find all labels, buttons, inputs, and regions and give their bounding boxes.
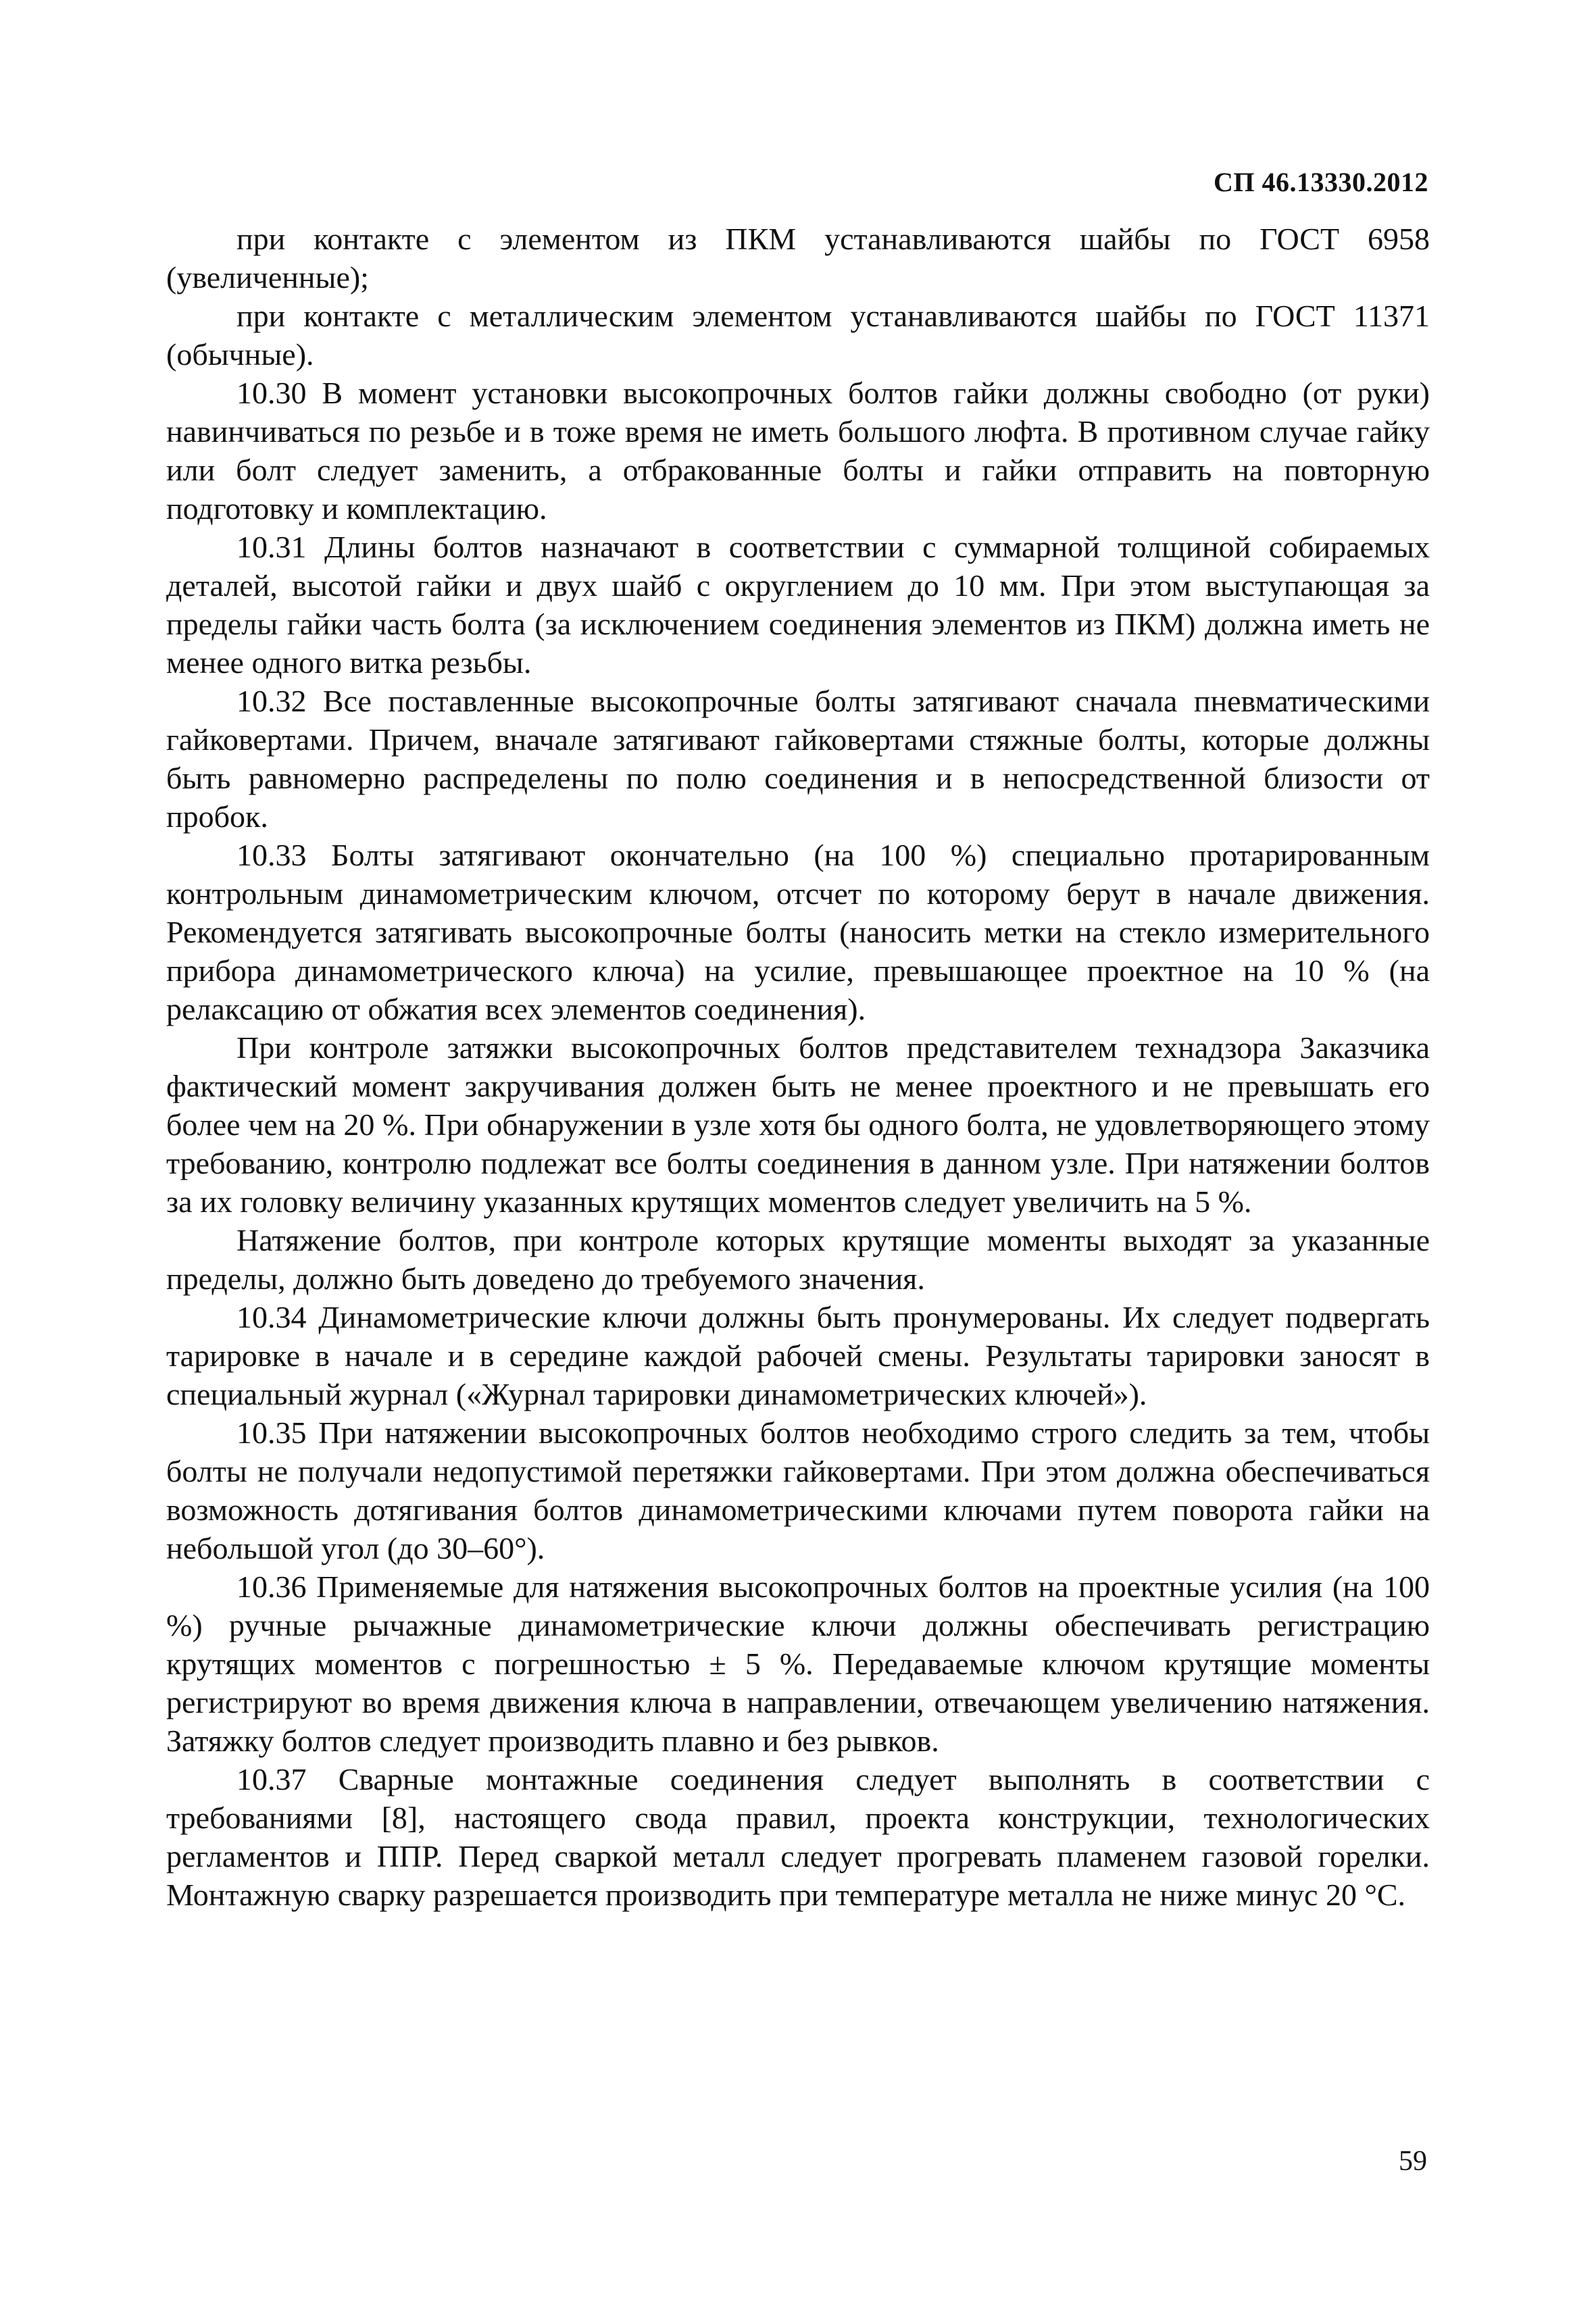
document-code: СП 46.13330.2012	[1214, 167, 1428, 197]
page-number: 59	[1399, 2146, 1427, 2177]
paragraph-10-35: 10.35 При натяжении высокопрочных болтов необходимо строго следить за тем, чтобы болты не получали недопустимой перетяжки гайковертами. При этом должна обеспечиваться возможность дотягивания болтов динамометрическими ключами путем поворота гайки на небольшой угол (до 30–60°).	[166, 1415, 1430, 1565]
paragraph-10-36: 10.36 Применяемые для натяжения высокопрочных болтов на проектные усилия (на 100 %) ручные рычажные динамометрические ключи должны обеспечивать регистрацию крутящих моментов с погрешностью ± 5 %. Передаваемые ключом крутящие моменты регистрируют во время движения ключа в направлении, отвечающем увеличению натяжения. Затяжку болтов следует производить плавно и без рывков.	[166, 1569, 1430, 1758]
paragraph-10-32: 10.32 Все поставленные высокопрочные болты затягивают сначала пневматическими гайковертами. Причем, вначале затягивают гайковертами стяжные болты, которые должны быть равномерно распределены по полю соединения и в непосредственной близости от пробок.	[166, 684, 1430, 834]
paragraph-washers-pkm: при контакте с элементом из ПКМ устанавливаются шайбы по ГОСТ 6958 (увеличенные);	[166, 222, 1430, 295]
document-body	[166, 220, 1430, 1914]
paragraph-10-31: 10.31 Длины болтов назначают в соответствии с суммарной толщиной собираемых деталей, высотой гайки и двух шайб с округлением до 10 мм. При этом выступающая за пределы гайки часть болта (за исключением соединения элементов из ПКМ) должна иметь не менее одного витка резьбы.	[166, 530, 1430, 680]
paragraph-10-37: 10.37 Сварные монтажные соединения следует выполнять в соответствии с требованиями [8], настоящего свода правил, проекта конструкции, технологических регламентов и ППР. Перед сваркой металл следует прогревать пламенем газовой горелки. Монтажную сварку разрешается производить при температуре металла не ниже минус 20 °С.	[166, 1762, 1430, 1912]
paragraph-control-tightening: При контроле затяжки высокопрочных болтов представителем технадзора Заказчика фактический момент закручивания должен быть не менее проектного и не превышать его более чем на 20 %. При обнаружении в узле хотя бы одного болта, не удовлетворяющего этому требованию, контролю подлежат все болты соединения в данном узле. При натяжении болтов за их головку величину указанных крутящих моментов следует увеличить на 5 %.	[166, 1030, 1430, 1219]
paragraph-10-30: 10.30 В момент установки высокопрочных болтов гайки должны свободно (от руки) навинчиваться по резьбе и в тоже время не иметь большого люфта. В противном случае гайку или болт следует заменить, а отбракованные болты и гайки отправить на повторную подготовку и комплектацию.	[166, 376, 1430, 526]
paragraph-washers-metal: при контакте с металлическим элементом устанавливаются шайбы по ГОСТ 11371 (обычные).	[166, 299, 1430, 372]
paragraph-tension-adjust: Натяжение болтов, при контроле которых крутящие моменты выходят за указанные пределы, должно быть доведено до требуемого значения.	[166, 1223, 1430, 1296]
paragraph-10-33: 10.33 Болты затягивают окончательно (на 100 %) специально протарированным контрольным динамометрическим ключом, отсчет по которому берут в начале движения. Рекомендуется затягивать высокопрочные болты (наносить метки на стекло измерительного прибора динамометрического ключа) на усилие, превышающее проектное на 10 % (на релаксацию от обжатия всех элементов соединения).	[166, 838, 1430, 1026]
paragraph-10-34: 10.34 Динамометрические ключи должны быть пронумерованы. Их следует подвергать тарировке в начале и в середине каждой рабочей смены. Результаты тарировки заносят в специальный журнал («Журнал тарировки динамометрических ключей»).	[166, 1300, 1430, 1411]
